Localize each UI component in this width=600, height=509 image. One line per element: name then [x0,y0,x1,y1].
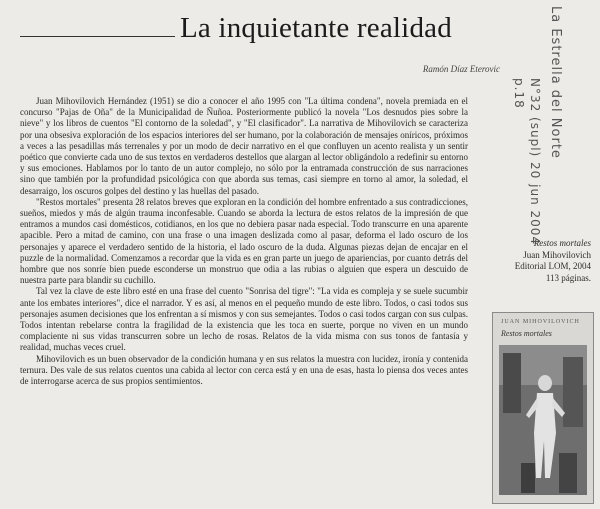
book-publisher: Editorial LOM, 2004 [514,261,591,271]
cover-photo [493,313,593,503]
cover-author: JUAN MIHOVILOVICH [501,319,580,325]
paragraph-3: Tal vez la clave de este libro esté en una frase del cuento "Sonrisa del tigre": "La vida es compleja y se suele sucumbir ante los embates interiores", dice el narrador. Y es así, al menos en el pequeño mundo de este libro. Todos, o casi todos sus personajes asumen decisiones que los enfrentan a sí mismos y con sus semejantes. Todos o casi todos cargan con sus culpas. Todos intentan rebelarse contra la fragilidad de la existencia que les toca en suerte, porque no viven en un mundo complaciente ni sus vidas transcurren sobre un lecho de rosas. Relatos de la vida misma con sus tonos de fantasía y realidad, muchas veces cruel. [20,286,468,353]
byline: Ramón Díaz Eterovic [422,64,500,74]
book-cover-image [492,312,594,504]
book-author: Juan Mihovilovich [523,249,591,260]
article-title: La inquietante realidad [180,12,452,44]
cover-title: Restos mortales [501,329,552,338]
book-info [493,238,591,284]
book-title: Restos mortales [533,238,591,248]
handwritten-source-note: La Estrella del Norte [548,6,563,159]
handwritten-date-note: N°32 (supl) 20 jun 2004 [528,78,542,246]
paragraph-4: Mihovilovich es un buen observador de la condición humana y en sus relatos la muestra con lucidez, ironía y contenida ternura. Des vale de sus relatos cuentos una cabida al lector con cerca está y en una de esas, hasta lo piensa dos veces antes de interrogarse acerca de sus propios sentimientos. [20,353,468,387]
title-rule [20,36,175,37]
paragraph-2: "Restos mortales" presenta 28 relatos breves que exploran en la condición del hombre enfrentado a sus contradicciones, sueños, miedos y más de algún trauma inconfesable. Cuando se aborda la lectura de estos relatos de la impresión de que entramos a mundos casi domésticos, cotidianos, en los que no debiera pasar nada especial. Todo transcurre en una aparente apacible. Pero a mitad de camino, con una frase o una imagen deslizada como al pasar, deforma el lado oscuro de los personajes y aparece el verdadero sentido de la historia, el lado oscuro de la duda. Algunas piezas dejan de encajar en el puzzle de la normalidad. Comenzamos a recordar que la vida es en gran parte un juego de apariencias, por cuanto detrás del hombre que nos sonríe bien puede esconderse un monstruo que odia a las rubias o alguien que espera un descuido de nuestra parte para blandir su cuchillo. [20,196,468,286]
paragraph-1: Juan Mihovilovich Hernández (1951) se dio a conocer el año 1995 con "La última condena", novela premiada en el concurso "Pajas de Oña" de la Municipalidad de Ñuñoa. Posteriormente publicó la novela "Los desnudos pies sobre la nieve" y los libros de cuentos "El contorno de la soledad", y "El clasificador". La narrativa de Mihovilovich se caracteriza por una obsesiva exploración de los espacios interiores del ser humano, por la colaboración de mensajes oníricos, próximos a veces a las pesadillas más terrenales y por un modo de decir narrativo en el que confluyen un acento realista y un sentir poético que convierte cada uno de sus textos en verdaderos destellos que alargan al lector obligándolo a redefinir su entorno y sus emociones. Hablamos por lo tanto de un autor complejo, no sólo por la entramada construcción de sus narraciones sino que también por la profundidad psicológica con que aborda sus temas, casi siempre en torno al amor, la soledad, el desarraigo, los oscuros golpes del destino y las huellas del pasado. [20,96,468,196]
article-body [20,96,468,387]
book-pages: 113 páginas. [545,272,591,283]
handwritten-page-note: p.18 [512,78,526,109]
